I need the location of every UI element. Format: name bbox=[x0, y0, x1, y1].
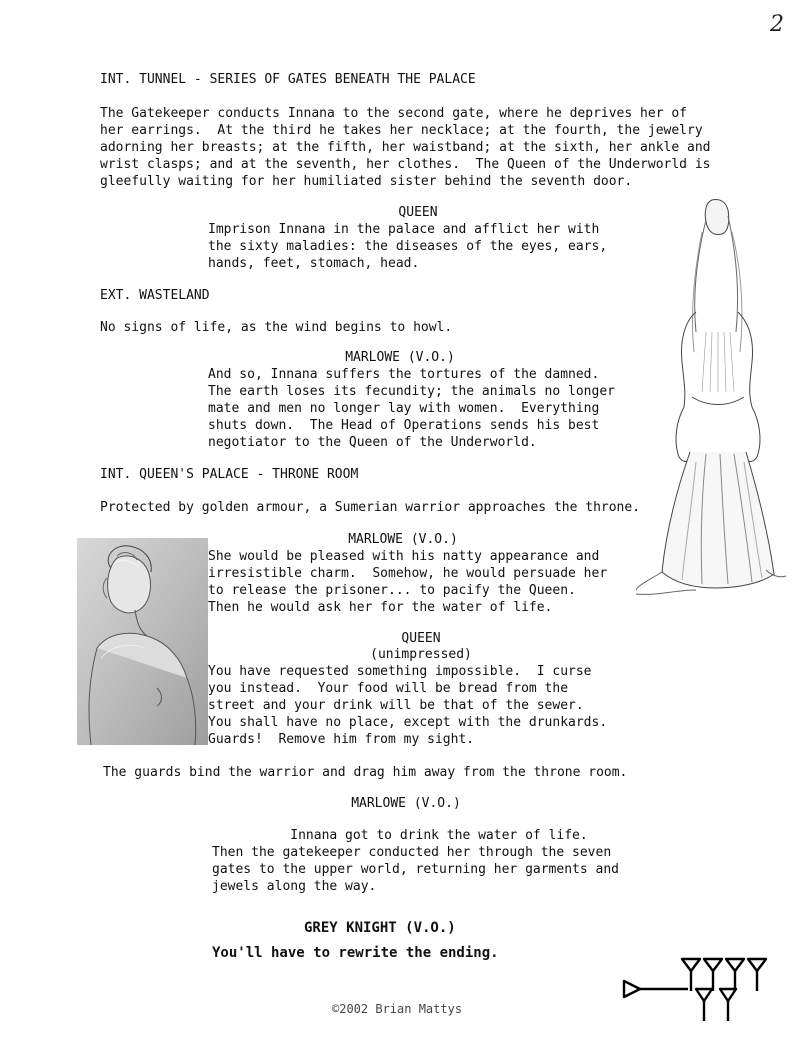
dialogue-line: shuts down. The Head of Operations sends his best bbox=[208, 418, 600, 433]
dialogue-line: street and your drink will be that of the sewer. bbox=[208, 698, 584, 713]
action-line: her earrings. At the third he takes her necklace; at the fourth, the jewelry bbox=[100, 123, 703, 138]
dialogue-line: negotiator to the Queen of the Underworld. bbox=[208, 435, 537, 450]
dialogue-line: Then he would ask her for the water of life. bbox=[208, 600, 553, 615]
scene-heading-wasteland: EXT. WASTELAND bbox=[100, 288, 210, 303]
action-line: No signs of life, as the wind begins to howl. bbox=[100, 320, 453, 335]
dialogue-line: You shall have no place, except with the drunkards. bbox=[208, 715, 608, 730]
dialogue-line: The earth loses its fecundity; the animals no longer bbox=[208, 384, 615, 399]
parenthetical: (unimpressed) bbox=[370, 647, 472, 662]
dialogue-line: Then the gatekeeper conducted her through the seven bbox=[212, 845, 612, 860]
dialogue-line: mate and men no longer lay with women. Everything bbox=[208, 401, 600, 416]
dialogue-line: jewels along the way. bbox=[212, 879, 377, 894]
action-line: wrist clasps; and at the seventh, her clothes. The Queen of the Underworld is bbox=[100, 157, 711, 172]
dialogue-line: the sixty maladies: the diseases of the eyes, ears, bbox=[208, 239, 608, 254]
dialogue-final-line: You'll have to rewrite the ending. bbox=[212, 945, 499, 961]
scene-heading-throne-room: INT. QUEEN'S PALACE - THRONE ROOM bbox=[100, 467, 359, 482]
dialogue-line: Innana got to drink the water of life. bbox=[212, 828, 588, 843]
cuneiform-sign-icon bbox=[620, 955, 770, 1025]
character-marlowe: MARLOWE (V.O.) bbox=[345, 350, 455, 365]
character-grey-knight: GREY KNIGHT (V.O.) bbox=[304, 920, 456, 936]
character-marlowe: MARLOWE (V.O.) bbox=[351, 796, 461, 811]
dialogue-line: gates to the upper world, returning her garments and bbox=[212, 862, 619, 877]
character-queen: QUEEN bbox=[398, 205, 438, 220]
dialogue-line: irresistible charm. Somehow, he would persuade her bbox=[208, 566, 608, 581]
dialogue-line: She would be pleased with his natty appearance and bbox=[208, 549, 600, 564]
goddess-drawing-icon bbox=[636, 192, 796, 602]
scene-heading-tunnel: INT. TUNNEL - SERIES OF GATES BENEATH THE PALACE bbox=[100, 72, 476, 87]
character-marlowe: MARLOWE (V.O.) bbox=[348, 532, 458, 547]
action-line: The guards bind the warrior and drag him away from the throne room. bbox=[103, 765, 628, 780]
dialogue-line: you instead. Your food will be bread from the bbox=[208, 681, 569, 696]
portrait-image-icon bbox=[77, 538, 208, 745]
action-line: Protected by golden armour, a Sumerian warrior approaches the throne. bbox=[100, 500, 641, 515]
action-line: adorning her breasts; at the fifth, her waistband; at the sixth, her ankle and bbox=[100, 140, 711, 155]
dialogue-line: to release the prisoner... to pacify the Queen. bbox=[208, 583, 576, 598]
dialogue-line: Guards! Remove him from my sight. bbox=[208, 732, 475, 747]
action-line: The Gatekeeper conducts Innana to the second gate, where he deprives her of bbox=[100, 106, 687, 121]
dialogue-line: You have requested something impossible. I curse bbox=[208, 664, 592, 679]
dialogue-line: And so, Innana suffers the tortures of the damned. bbox=[208, 367, 600, 382]
page-number: 2 bbox=[770, 12, 784, 37]
copyright-footer: ©2002 Brian Mattys bbox=[332, 1002, 463, 1016]
action-line: gleefully waiting for her humiliated sister behind the seventh door. bbox=[100, 174, 633, 189]
dialogue-line: hands, feet, stomach, head. bbox=[208, 256, 420, 271]
character-queen: QUEEN bbox=[401, 631, 441, 646]
dialogue-line: Imprison Innana in the palace and afflict her with bbox=[208, 222, 600, 237]
